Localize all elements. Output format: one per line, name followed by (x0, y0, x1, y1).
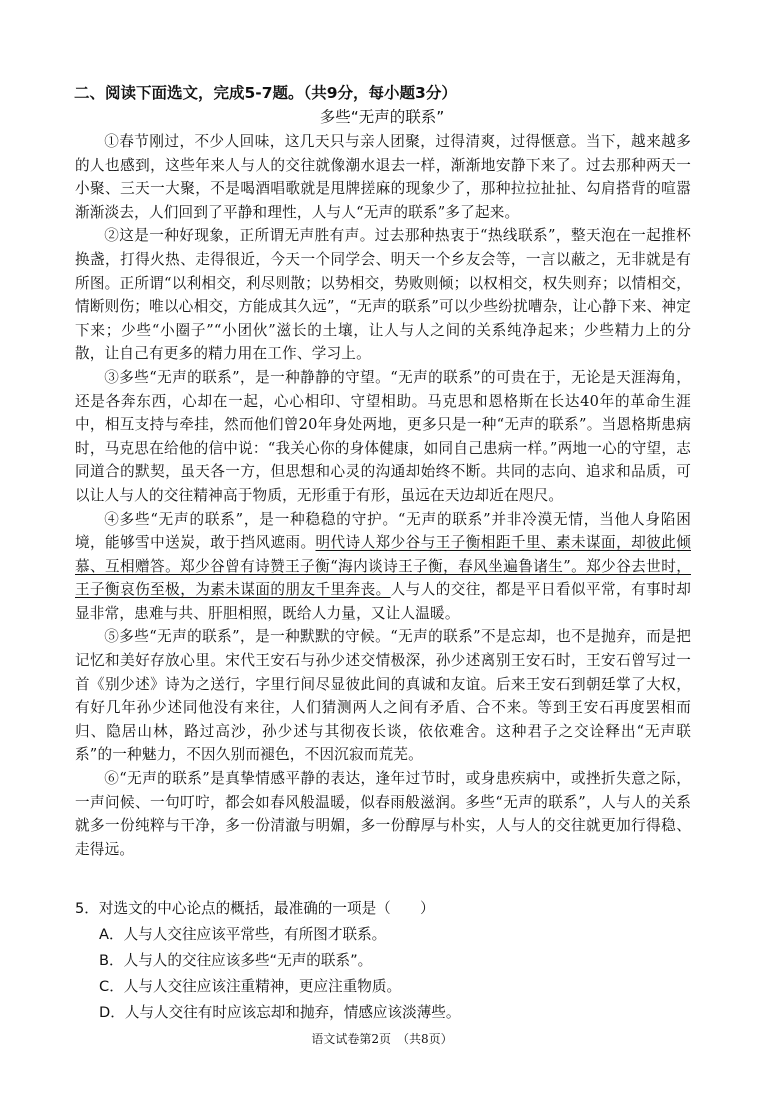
paragraph-3: ③多些“无声的联系”，是一种静静的守望。“无声的联系”的可贵在于，无论是天涯海角，还是各奔东西，心却在一起，心心相印、守望相助。马克思和恩格斯在长达40年的革命生涯中，相互支持与牵挂，然而他们曾20年身处两地，更多只是一种“无声的联系”。当恩格斯患病时，马克思在给他的信中说：“我关心你的身体健康，如同自己患病一样。”两地一心的守望，志同道合的默契，虽天各一方，但思想和心灵的沟通却始终不断。共同的志向、追求和品质，可以让人与人的交往精神高于物质，无形重于有形，虽远在天边却近在咫尺。 (75, 368, 691, 504)
article-title: 多些“无声的联系” (319, 108, 445, 126)
paragraph-4-conclusion: 人与人的交往，都是平日看似平常，有事时却显非常，患难与共、肝胆相照，既给人力量，又让人温暖。 (75, 581, 692, 622)
paragraph-2: ②这是一种好现象，正所谓无声胜有声。过去那种热衷于“热线联系”，整天泡在一起推杯换盏，打得火热、走得很近，今天一个同学会、明天一个乡友会等，一言以蔽之，无非就是有所图。正所谓“以利相交，利尽则散；以势相交，势败则倾；以权相交，权失则弃；以情相交，情断则伤；唯以心相交，方能成其久远”，“无声的联系”可以少些纷扰嘈杂，让心静下来、神定下来；少些“小圈子”“小团伙”滋长的土壤，让人与人之间的关系纯净起来；少些精力上的分散，让自己有更多的精力用在工作、学习上。 (75, 227, 691, 363)
section-heading: 二、阅读下面选文，完成5-7题。（共9分，每小题3分） (74, 84, 457, 102)
paragraph-4-intro: ④多些“无声的联系”，是一种稳稳的守护。“无声的联系”并非冷漠无情，当他人身陷困境，能够雪中送炭，敢于挡风遮雨。 (75, 510, 691, 552)
option-a: A．人与人交往应该平常些，有所图才联系。 (99, 926, 387, 943)
option-c: C．人与人交往应该注重精神，更应注重物质。 (99, 978, 402, 995)
page-footer: 语文试卷第2页 （共8页） (311, 1032, 453, 1046)
underlined-passage: 明代诗人郑少谷与王子衡相距千里、素未谋面，却彼此倾慕、互相赠答。郑少谷曾有诗赞王子衡“海内谈诗王子衡，春风坐遍鲁诸生”。郑少谷去世时，王子衡哀伤至极，为素未谋面的朋友千里奔丧。 (75, 534, 691, 599)
option-b: B．人与人的交往应该多些“无声的联系”。 (99, 952, 373, 969)
option-d: D．人与人交往有时应该忘却和抛弃，情感应该淡薄些。 (99, 1004, 461, 1021)
paragraph-6: ⑥“无声的联系”是真挚情感平静的表达，逢年过节时，或身患疾病中，或挫折失意之际，一声问候、一句叮咛，都会如春风般温暖，似春雨般滋润。多些“无声的联系”，人与人的关系就多一份纯粹与干净，多一份清澈与明媚，多一份醇厚与朴实，人与人的交往就更加行得稳、走得远。 (75, 770, 691, 858)
paragraph-1: ①春节刚过，不少人回味，这几天只与亲人团聚，过得清爽，过得惬意。当下，越来越多的人也感到，这些年来人与人的交往就像潮水退去一样，渐渐地安静下来了。过去那种两天一小聚、三天一大聚，不是喝酒唱歌就是甩牌搓麻的现象少了，那种拉拉扯扯、勾肩搭背的喧嚣渐渐淡去，人们回到了平静和理性，人与人“无声的联系”多了起来。 (75, 133, 691, 221)
paragraph-5: ⑤多些“无声的联系”，是一种默默的守候。“无声的联系”不是忘却，也不是抛弃，而是把记忆和美好存放心里。宋代王安石与孙少述交情极深，孙少述离别王安石时，王安石曾写过一首《别少述》诗为之送行，字里行间尽显彼此间的真诚和友谊。后来王安石到朝廷掌了大权，有好几年孙少述同他没有来往，人们猜测两人之间有矛盾、合不来。等到王安石再度罢相而归、隐居山林，路过高沙，孙少述与其彻夜长谈，依依难舍。这种君子之交诠释出“无声联系”的一种魅力，不因久别而褪色，不因沉寂而荒芜。 (75, 628, 691, 764)
question-5 (75, 896, 691, 1026)
article-body (75, 130, 691, 861)
question-stem: 5．对选文的中心论点的概括，最准确的一项是（ ） (75, 900, 435, 917)
paragraph-4 (75, 508, 691, 626)
